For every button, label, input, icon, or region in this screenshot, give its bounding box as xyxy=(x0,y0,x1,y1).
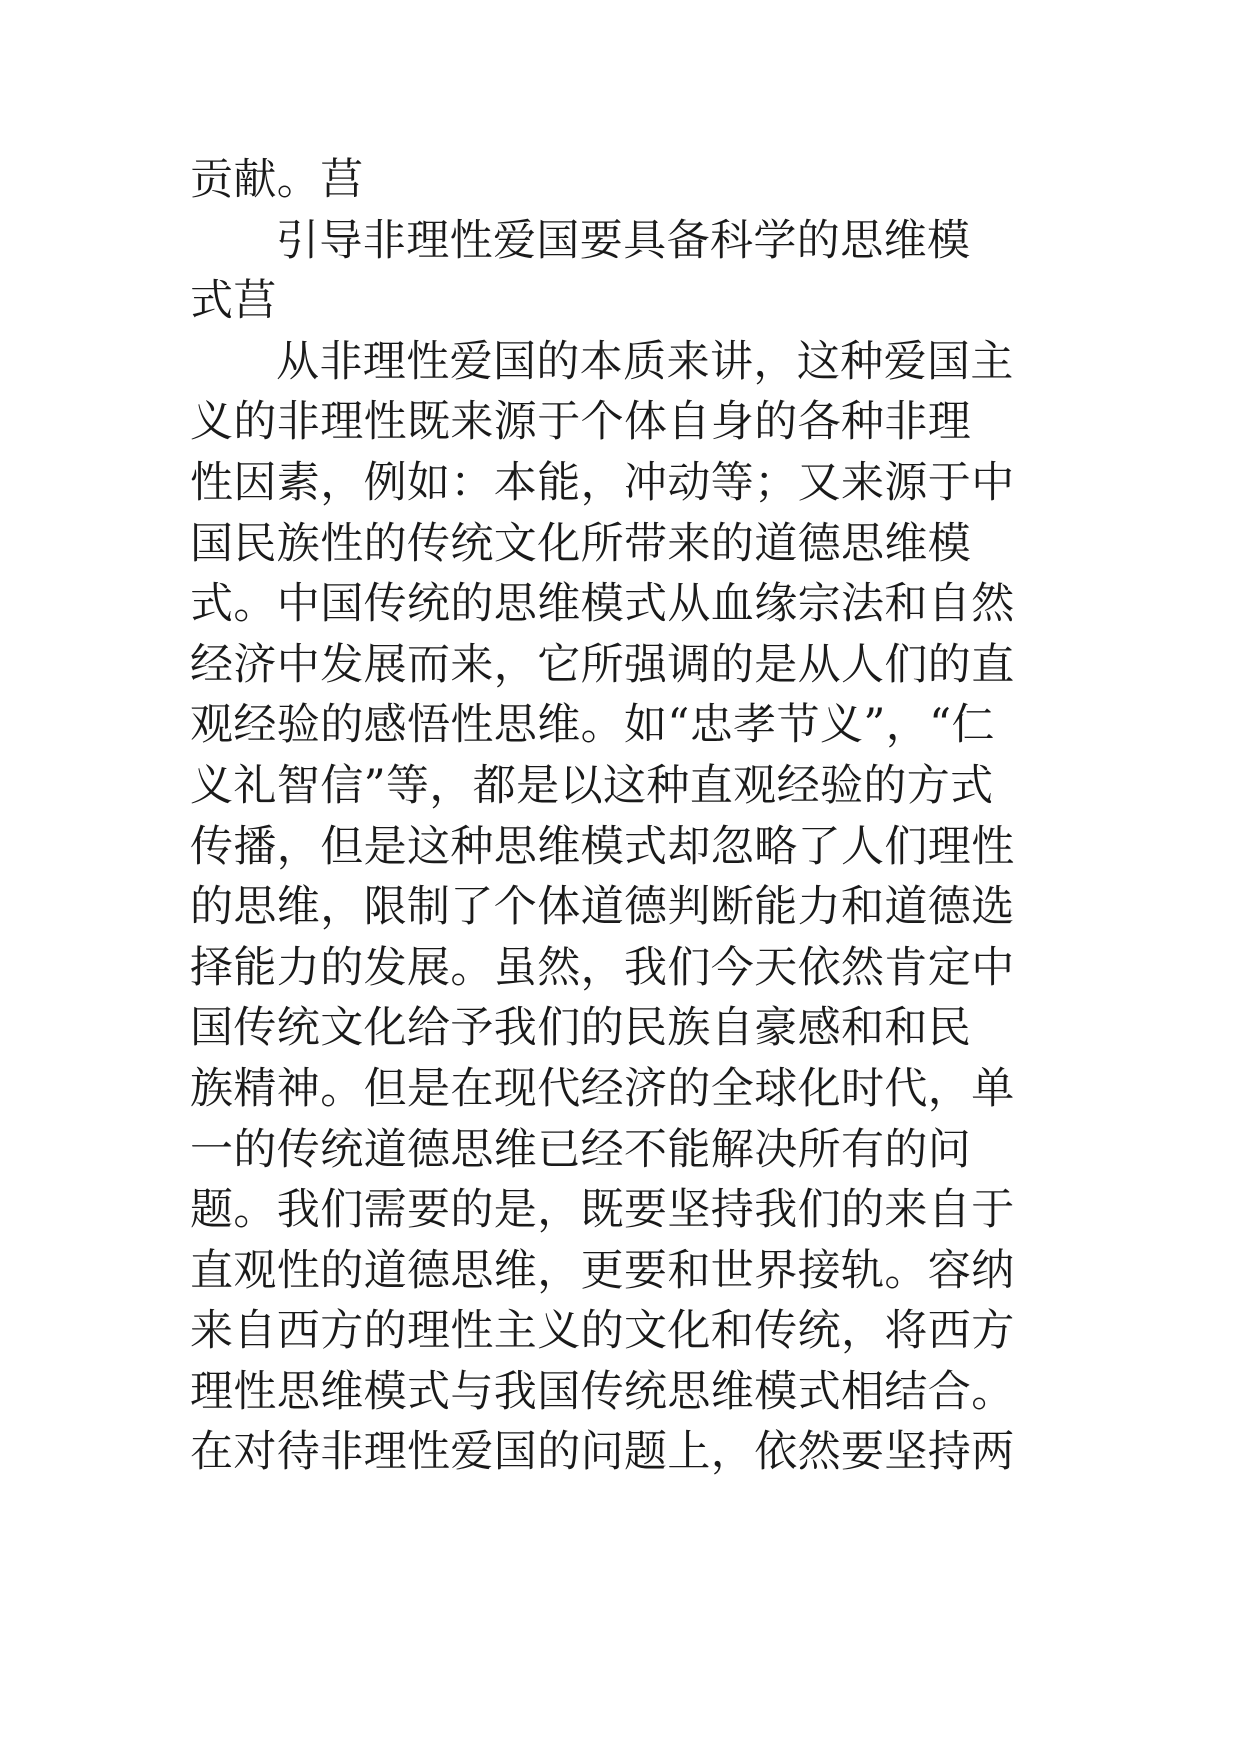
text-line: 义的非理性既来源于个体自身的各种非理 xyxy=(190,397,972,448)
text-line: 理性思维模式与我国传统思维模式相结合。 xyxy=(190,1366,1015,1417)
text-line: 择能力的发展。虽然，我们今天依然肯定中 xyxy=(190,942,1015,993)
text-line: 一的传统道德思维已经不能解决所有的问 xyxy=(190,1124,972,1175)
text-line: 直观性的道德思维，更要和世界接轨。容纳 xyxy=(190,1245,1015,1296)
text-line: 在对待非理性爱国的问题上，依然要坚持两 xyxy=(190,1427,1015,1478)
section-heading-continuation: 式莒 xyxy=(190,276,277,327)
text-line: 题。我们需要的是，既要坚持我们的来自于 xyxy=(190,1185,1015,1236)
text-line: 式。中国传统的思维模式从血缘宗法和自然 xyxy=(190,579,1015,630)
text-line: 国民族性的传统文化所带来的道德思维模 xyxy=(190,518,972,569)
text-line: 来自西方的理性主义的文化和传统，将西方 xyxy=(190,1306,1015,1357)
text-line: 传播，但是这种思维模式却忽略了人们理性 xyxy=(190,821,1015,872)
text-line: 义礼智信”等，都是以这种直观经验的方式 xyxy=(190,760,994,811)
body-text xyxy=(190,150,1090,1483)
text-line: 观经验的感悟性思维。如“忠孝节义”，“仁 xyxy=(190,700,995,751)
text-line: 的思维，限制了个体道德判断能力和道德选 xyxy=(190,882,1015,933)
section-heading: 引导非理性爱国要具备科学的思维模 xyxy=(276,215,971,266)
text-line: 性因素，例如：本能，冲动等；又来源于中 xyxy=(190,457,1015,508)
paragraph-start: 从非理性爱国的本质来讲，这种爱国主 xyxy=(276,336,1014,387)
text-line: 族精神。但是在现代经济的全球化时代，单 xyxy=(190,1063,1015,1114)
text-line: 经济中发展而来，它所强调的是从人们的直 xyxy=(190,639,1015,690)
text-line: 国传统文化给予我们的民族自豪感和和民 xyxy=(190,1003,972,1054)
text-line: 贡献。莒 xyxy=(190,155,364,205)
